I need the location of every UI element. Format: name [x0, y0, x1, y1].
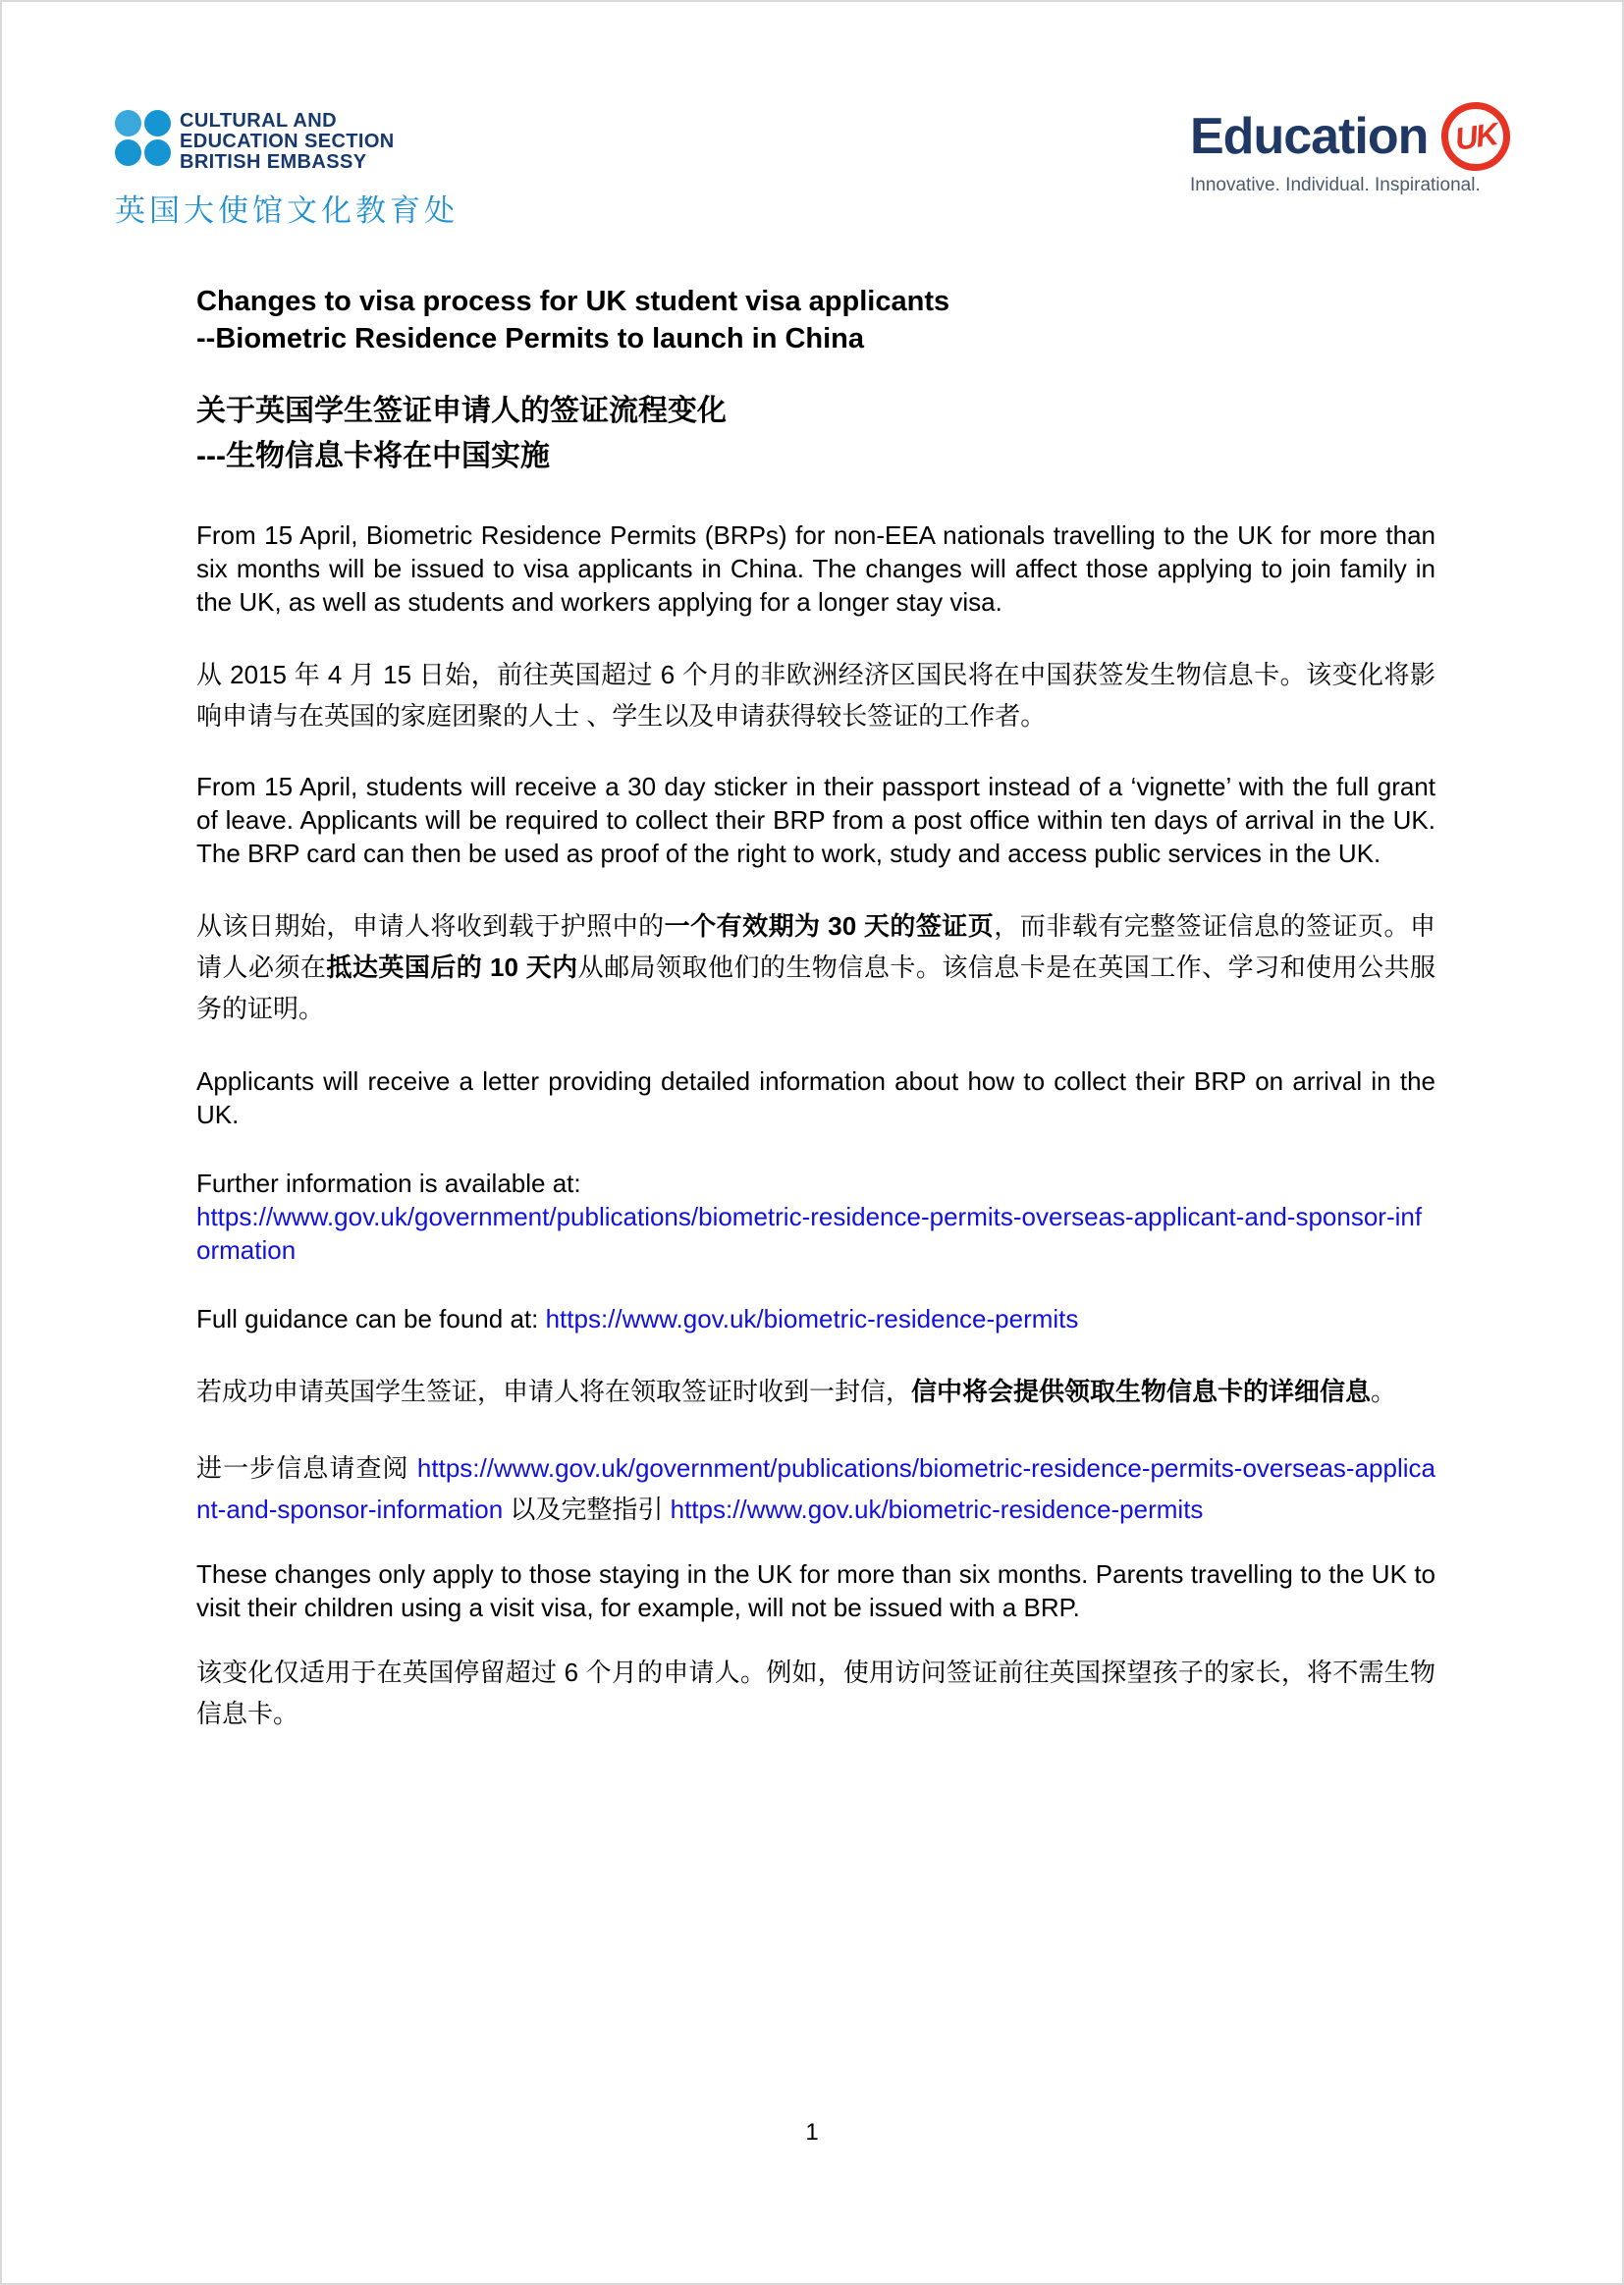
four-dots-icon: [115, 110, 171, 166]
paragraph-en-4: These changes only apply to those staying in the UK for more than six months. Parents travelling to the UK to visit their children using a visit visa, for example, will not be issued with a BRP.: [196, 1559, 1435, 1622]
logo-dot: [144, 139, 171, 166]
title-zh-line2: ---生物信息卡将在中国实施: [196, 440, 550, 472]
title-en-line2: --Biometric Residence Permits to launch in China: [196, 323, 865, 354]
education-uk-logo: [1190, 102, 1510, 196]
document-title-zh: [196, 389, 1435, 479]
education-brand-text: Education: [1190, 108, 1429, 165]
paragraph-en-2: From 15 April, students will receive a 30 day sticker in their passport instead of a ‘vignette’ with the full grant of leave. Applicants will be required to collect their BRP from a post office within ten days of arrival in the UK. The BRP card can then be used as proof of the right to work, study and access public services in the UK.: [196, 772, 1435, 868]
link-brp-publications[interactable]: https://www.gov.uk/government/publications/biometric-residence-permits-overseas-applicant-and-sponsor-information: [196, 1202, 1423, 1265]
full-guidance-block: [196, 1302, 1435, 1335]
further-info-block: [196, 1167, 1435, 1267]
logo-dot: [115, 139, 141, 166]
link-brp-publications-zh[interactable]: https://www.gov.uk/government/publications/biometric-residence-permits-overseas-applicant-and-sponsor-information: [196, 1453, 1435, 1524]
logo-text-line: BRITISH EMBASSY: [180, 151, 367, 173]
full-guidance-label: Full guidance can be found at:: [196, 1304, 546, 1333]
paragraph-zh-2: 从该日期始，申请人将收到载于护照中的一个有效期为 30 天的签证页，而非载有完整签证信息的签证页。申请人必须在抵达英国后的 10 天内从邮局领取他们的生物信息卡。该信息卡是在英国工作、学习和使用公共服务的证明。: [196, 911, 1435, 1023]
logo-text-line: EDUCATION SECTION: [180, 131, 395, 152]
link-brp-guidance[interactable]: https://www.gov.uk/biometric-residence-permits: [545, 1304, 1079, 1333]
logo-chinese-text: 英国大使馆文化教育处: [115, 193, 459, 228]
document-content: [196, 283, 1435, 1769]
bold-text: 一个有效期为 30 天的签证页: [664, 911, 995, 941]
page-number: 1: [805, 2119, 819, 2146]
title-en-line1: Changes to visa process for UK student visa applicants: [196, 286, 950, 317]
british-embassy-logo: [115, 110, 459, 230]
further-info-label: Further information is available at:: [196, 1169, 581, 1198]
paragraph-zh-1: 从 2015 年 4 月 15 日始，前往英国超过 6 个月的非欧洲经济区国民将在中国获签发生物信息卡。该变化将影响申请与在英国的家庭团聚的人士 、学生以及申请获得较长签证的工作者。: [196, 660, 1435, 731]
logo-dot: [144, 110, 171, 136]
logo-dot: [115, 110, 141, 136]
education-tagline: Innovative. Individual. Inspirational.: [1190, 175, 1481, 195]
paragraph-en-1: From 15 April, Biometric Residence Permits (BRPs) for non-EEA nationals travelling to the UK for more than six months will be issued to visa applicants in China. The changes will affect those applying to join family in the UK, as well as students and workers applying for a longer stay visa.: [196, 520, 1435, 617]
link-brp-guidance-zh[interactable]: https://www.gov.uk/biometric-residence-permits: [670, 1495, 1204, 1524]
paragraph-zh-4: 进一步信息请查阅 https://www.gov.uk/government/publications/biometric-residence-permits-overseas-applicant-and-sponsor-information 以及完整指引 https://www.gov.uk/biometric-residence-permits: [196, 1453, 1435, 1524]
bold-text: 信中将会提供领取生物信息卡的详细信息: [911, 1377, 1372, 1406]
paragraph-en-3: Applicants will receive a letter providing detailed information about how to collect their BRP on arrival in the UK.: [196, 1066, 1435, 1129]
document-title-en: [196, 283, 1435, 357]
paragraph-zh-5: 该变化仅适用于在英国停留超过 6 个月的申请人。例如，使用访问签证前往英国探望孩子的家长，将不需生物信息卡。: [196, 1658, 1435, 1728]
paragraph-zh-3: 若成功申请英国学生签证，申请人将在领取签证时收到一封信，信中将会提供领取生物信息卡的详细信息。: [196, 1377, 1397, 1406]
title-zh-line1: 关于英国学生签证申请人的签证流程变化: [196, 395, 727, 427]
logo-text-line: CULTURAL AND: [180, 110, 337, 132]
uk-circle-icon: UK: [1437, 97, 1515, 175]
bold-text: 抵达英国后的 10 天内: [326, 952, 578, 982]
